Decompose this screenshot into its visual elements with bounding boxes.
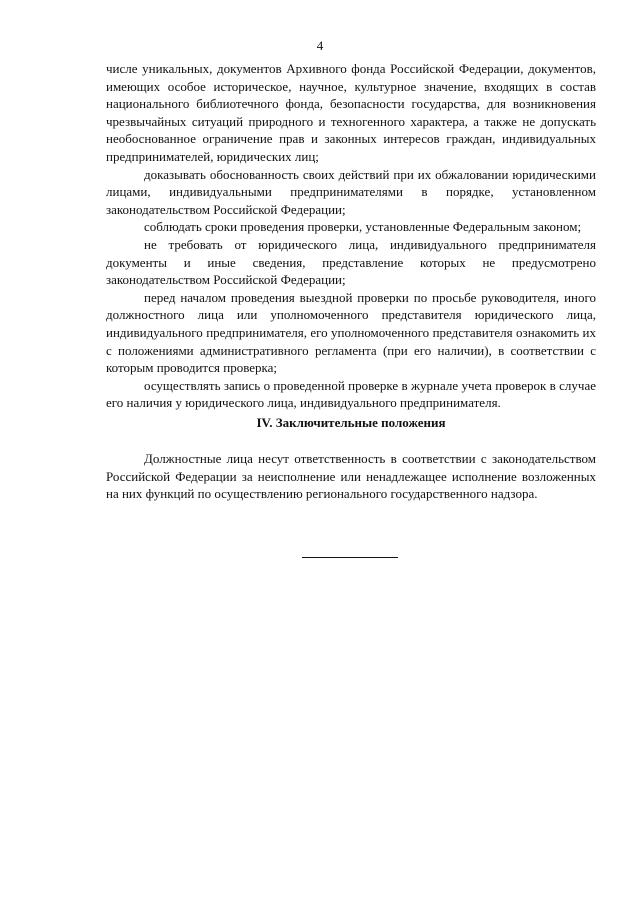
- page-number: 4: [316, 38, 324, 53]
- conclusion-section: [106, 450, 596, 503]
- paragraph-inspection-log: осуществлять запись о проведенной проверке в журнале учета проверок в случае его наличия у юридического лица, индивидуального предпринимателя.: [106, 377, 596, 411]
- body-text: [106, 60, 596, 412]
- section-title: IV. Заключительные положения: [256, 415, 446, 430]
- paragraph-no-extra-documents: не требовать от юридического лица, индивидуального предпринимателя документы и иные сведения, представление которых не предусмотрено законодательством Российской Федерации;: [106, 236, 596, 288]
- paragraph-regulation-familiarization: перед началом проведения выездной проверки по просьбе руководителя, иного должностного лица или уполномоченного представителя юридического лица, индивидуального предпринимателя, его уполномоченного представителя ознакомить их с положениями административного регламента (при его наличии), в соответствии с которым проводится проверка;: [106, 289, 596, 376]
- paragraph-responsibility: Должностные лица несут ответственность в соответствии с законодательством Российской Федерации за неисполнение или ненадлежащее исполнение возложенных на них функций по осуществлению регионального государственного надзора.: [106, 451, 596, 502]
- paragraph-justify-actions: доказывать обоснованность своих действий при их обжаловании юридическими лицами, индивидуальными предпринимателями в порядке, установленном законодательством Российской Федерации;: [106, 166, 596, 217]
- end-rule-divider: [302, 557, 398, 558]
- paragraph-continuation: числе уникальных, документов Архивного фонда Российской Федерации, документов, имеющих особое историческое, научное, культурное значение, входящих в состав национального библиотечного фонда, безопасности государства, для возникновения чрезвычайных ситуаций природного и техногенного характера, а также не допускать необоснованное ограничение прав и законных интересов граждан, индивидуальных предпринимателей, юридических лиц;: [106, 61, 596, 164]
- paragraph-observe-deadlines: соблюдать сроки проведения проверки, установленные Федеральным законом;: [144, 219, 582, 235]
